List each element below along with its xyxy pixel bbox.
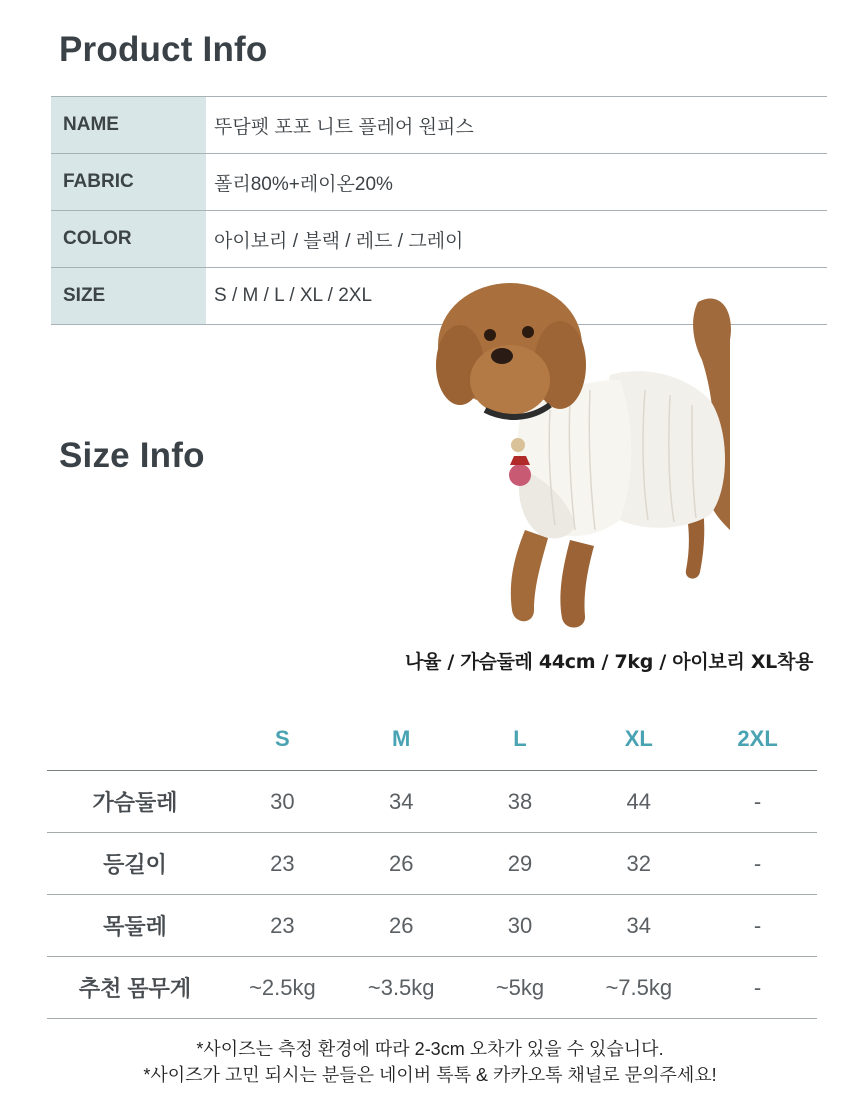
size-info-title: Size Info xyxy=(59,436,205,475)
table-cell: 30 xyxy=(507,912,533,938)
contact-note: *사이즈가 고민 되시는 분들은 네이버 톡톡 & 카카오톡 채널로 문의주세요! xyxy=(143,1065,717,1085)
dog-photo xyxy=(430,280,735,635)
table-cell: 29 xyxy=(507,850,533,876)
table-cell: 38 xyxy=(507,788,533,814)
table-cell: ~2.5kg xyxy=(249,974,316,1000)
product-info-title: Product Info xyxy=(59,30,268,69)
row-label: 목둘레 xyxy=(103,914,167,939)
table-cell: 30 xyxy=(270,788,295,814)
table-cell: ~7.5kg xyxy=(605,974,673,1000)
info-row-color xyxy=(51,211,827,268)
info-value: 폴리80%+레이온20% xyxy=(214,173,393,195)
size-column-header: M xyxy=(392,726,411,751)
size-column-header: L xyxy=(513,726,527,751)
info-label: COLOR xyxy=(51,211,206,267)
table-row xyxy=(47,771,817,833)
row-label: 가슴둘레 xyxy=(92,790,178,815)
table-cell: - xyxy=(753,974,762,1000)
size-table xyxy=(47,770,817,1019)
info-label: FABRIC xyxy=(51,154,206,210)
table-cell: 44 xyxy=(626,788,652,814)
size-note: *사이즈는 측정 환경에 따라 2-3cm 오차가 있을 수 있습니다. xyxy=(196,1039,664,1059)
table-cell: 26 xyxy=(388,912,414,938)
table-cell: - xyxy=(753,912,762,938)
info-value: 아이보리 / 블랙 / 레드 / 그레이 xyxy=(214,230,464,252)
table-cell: 34 xyxy=(388,788,414,814)
table-cell: 34 xyxy=(626,912,652,938)
table-row xyxy=(47,833,817,895)
size-table-header xyxy=(47,716,817,770)
table-row xyxy=(47,957,817,1019)
table-cell: - xyxy=(753,788,762,814)
photo-caption: 나율 / 가슴둘레 44cm / 7kg / 아이보리 XL착용 xyxy=(405,651,814,673)
table-cell: ~5kg xyxy=(495,974,545,1000)
header-spacer xyxy=(47,716,223,770)
row-label: 추천 몸무게 xyxy=(78,976,192,1001)
table-cell: 26 xyxy=(388,850,414,876)
table-cell: 32 xyxy=(626,850,652,876)
table-cell: 23 xyxy=(270,912,295,938)
row-label: 등길이 xyxy=(103,852,167,877)
table-cell: ~3.5kg xyxy=(367,974,435,1000)
size-column-header: 2XL xyxy=(737,726,778,751)
info-label: SIZE xyxy=(51,268,206,324)
table-cell: 23 xyxy=(270,850,295,876)
size-column-header: XL xyxy=(624,726,653,751)
table-row xyxy=(47,895,817,957)
info-value: S / M / L / XL / 2XL xyxy=(214,285,373,306)
size-column-header: S xyxy=(275,726,290,751)
info-value: 뚜담펫 포포 니트 플레어 원피스 xyxy=(214,116,474,138)
info-row-fabric xyxy=(51,154,827,211)
table-cell: - xyxy=(753,850,762,876)
info-label: NAME xyxy=(51,97,206,153)
info-row-name xyxy=(51,97,827,154)
